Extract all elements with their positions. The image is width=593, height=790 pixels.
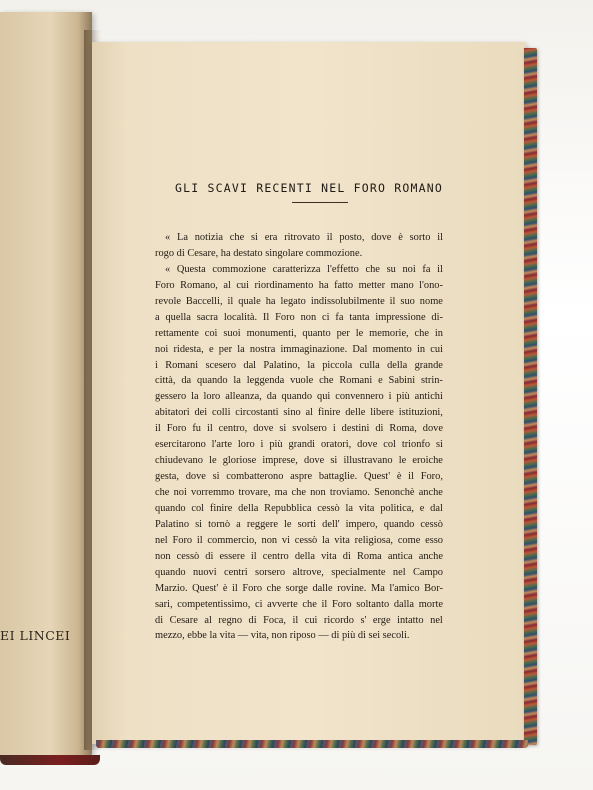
text-line: Foro Romano, al cui riordinamento ha fatto metter mano l'ono- <box>155 279 443 291</box>
text-line: rettamente coi suoi monumenti, quanto per le memorie, che in <box>155 327 443 339</box>
text-line: esercitarono l'arte loro i più grandi oratori, dove col trionfo si <box>155 439 443 451</box>
text-line: i Romani scesero dal Palatino, la piccola culla della grande <box>155 359 443 371</box>
text-line: quando nuovi centri sorsero altrove, specialmente nel Campo <box>155 566 443 578</box>
left-page-text: EI LINCEI <box>0 628 71 643</box>
text-line: Marzio. Quest' è il Foro che sorge dalle rovine. Ma l'amico Bor- <box>155 582 443 594</box>
text-line: di Cesare al regno di Foca, il cui ricordo s' erge intatto nel <box>155 614 443 626</box>
text-line: nel Foro il commercio, non vi cessò la vita religiosa, come esso <box>155 534 443 546</box>
text-line: il Foro fu il centro, dove si svolsero i destini di Roma, dove <box>155 423 443 435</box>
text-line: a quella sacra località. Il Foro non ci fa tanta impressione di- <box>155 311 443 323</box>
body-text <box>155 230 443 644</box>
text-line: non cessò di essere il centro della vita di Roma antica anche <box>155 550 443 562</box>
marbled-bottom-edge <box>96 740 528 748</box>
text-line: città, da quando la leggenda vuole che Romani e Sabini strin- <box>155 375 443 387</box>
book-cover-edge <box>0 755 100 765</box>
text-line: che noi vorremmo trovare, ma che non troviamo. Senonchè anche <box>155 487 443 498</box>
text-line: rogo di Cesare, ha destato singolare commozione. <box>155 247 363 259</box>
text-line: Palatino si tornò a reggere le sorti dell' impero, quando cessò <box>155 518 443 530</box>
marbled-fore-edge <box>524 48 537 745</box>
title-divider <box>292 202 348 203</box>
text-line: « Questa commozione caratterizza l'effetto che su noi fa il <box>165 263 443 275</box>
text-line: quando col finire della Repubblica cessò la vita politica, e dal <box>155 502 443 514</box>
text-line: chiudevano le gloriose imprese, dove si illustravano le eroiche <box>155 455 443 467</box>
text-line: mezzo, ebbe la vita — vita, non riposo — di più di sei secoli. <box>155 630 410 642</box>
text-line: sari, competentissimo, ci avverte che il Foro soltanto dalla morte <box>155 598 443 610</box>
text-line: gesta, dove si combatterono aspre battaglie. Quest' è il Foro, <box>155 471 443 483</box>
chapter-title: GLI SCAVI RECENTI NEL FORO ROMANO <box>174 181 444 195</box>
text-line: abitatori dei colli circostanti sino al finire delle libere istituzioni, <box>155 407 443 419</box>
text-line: noi ridesta, e per la nostra immaginazione. Dal momento in cui <box>155 343 443 355</box>
left-facing-page <box>0 12 92 757</box>
text-line: « La notizia che si era ritrovato il posto, dove è sorto il <box>165 232 443 243</box>
text-line: gessero la loro alleanza, da quando qui convennero i più antichi <box>155 391 443 403</box>
text-line: revole Baccelli, il quale ha legato indissolubilmente il suo nome <box>155 295 443 307</box>
